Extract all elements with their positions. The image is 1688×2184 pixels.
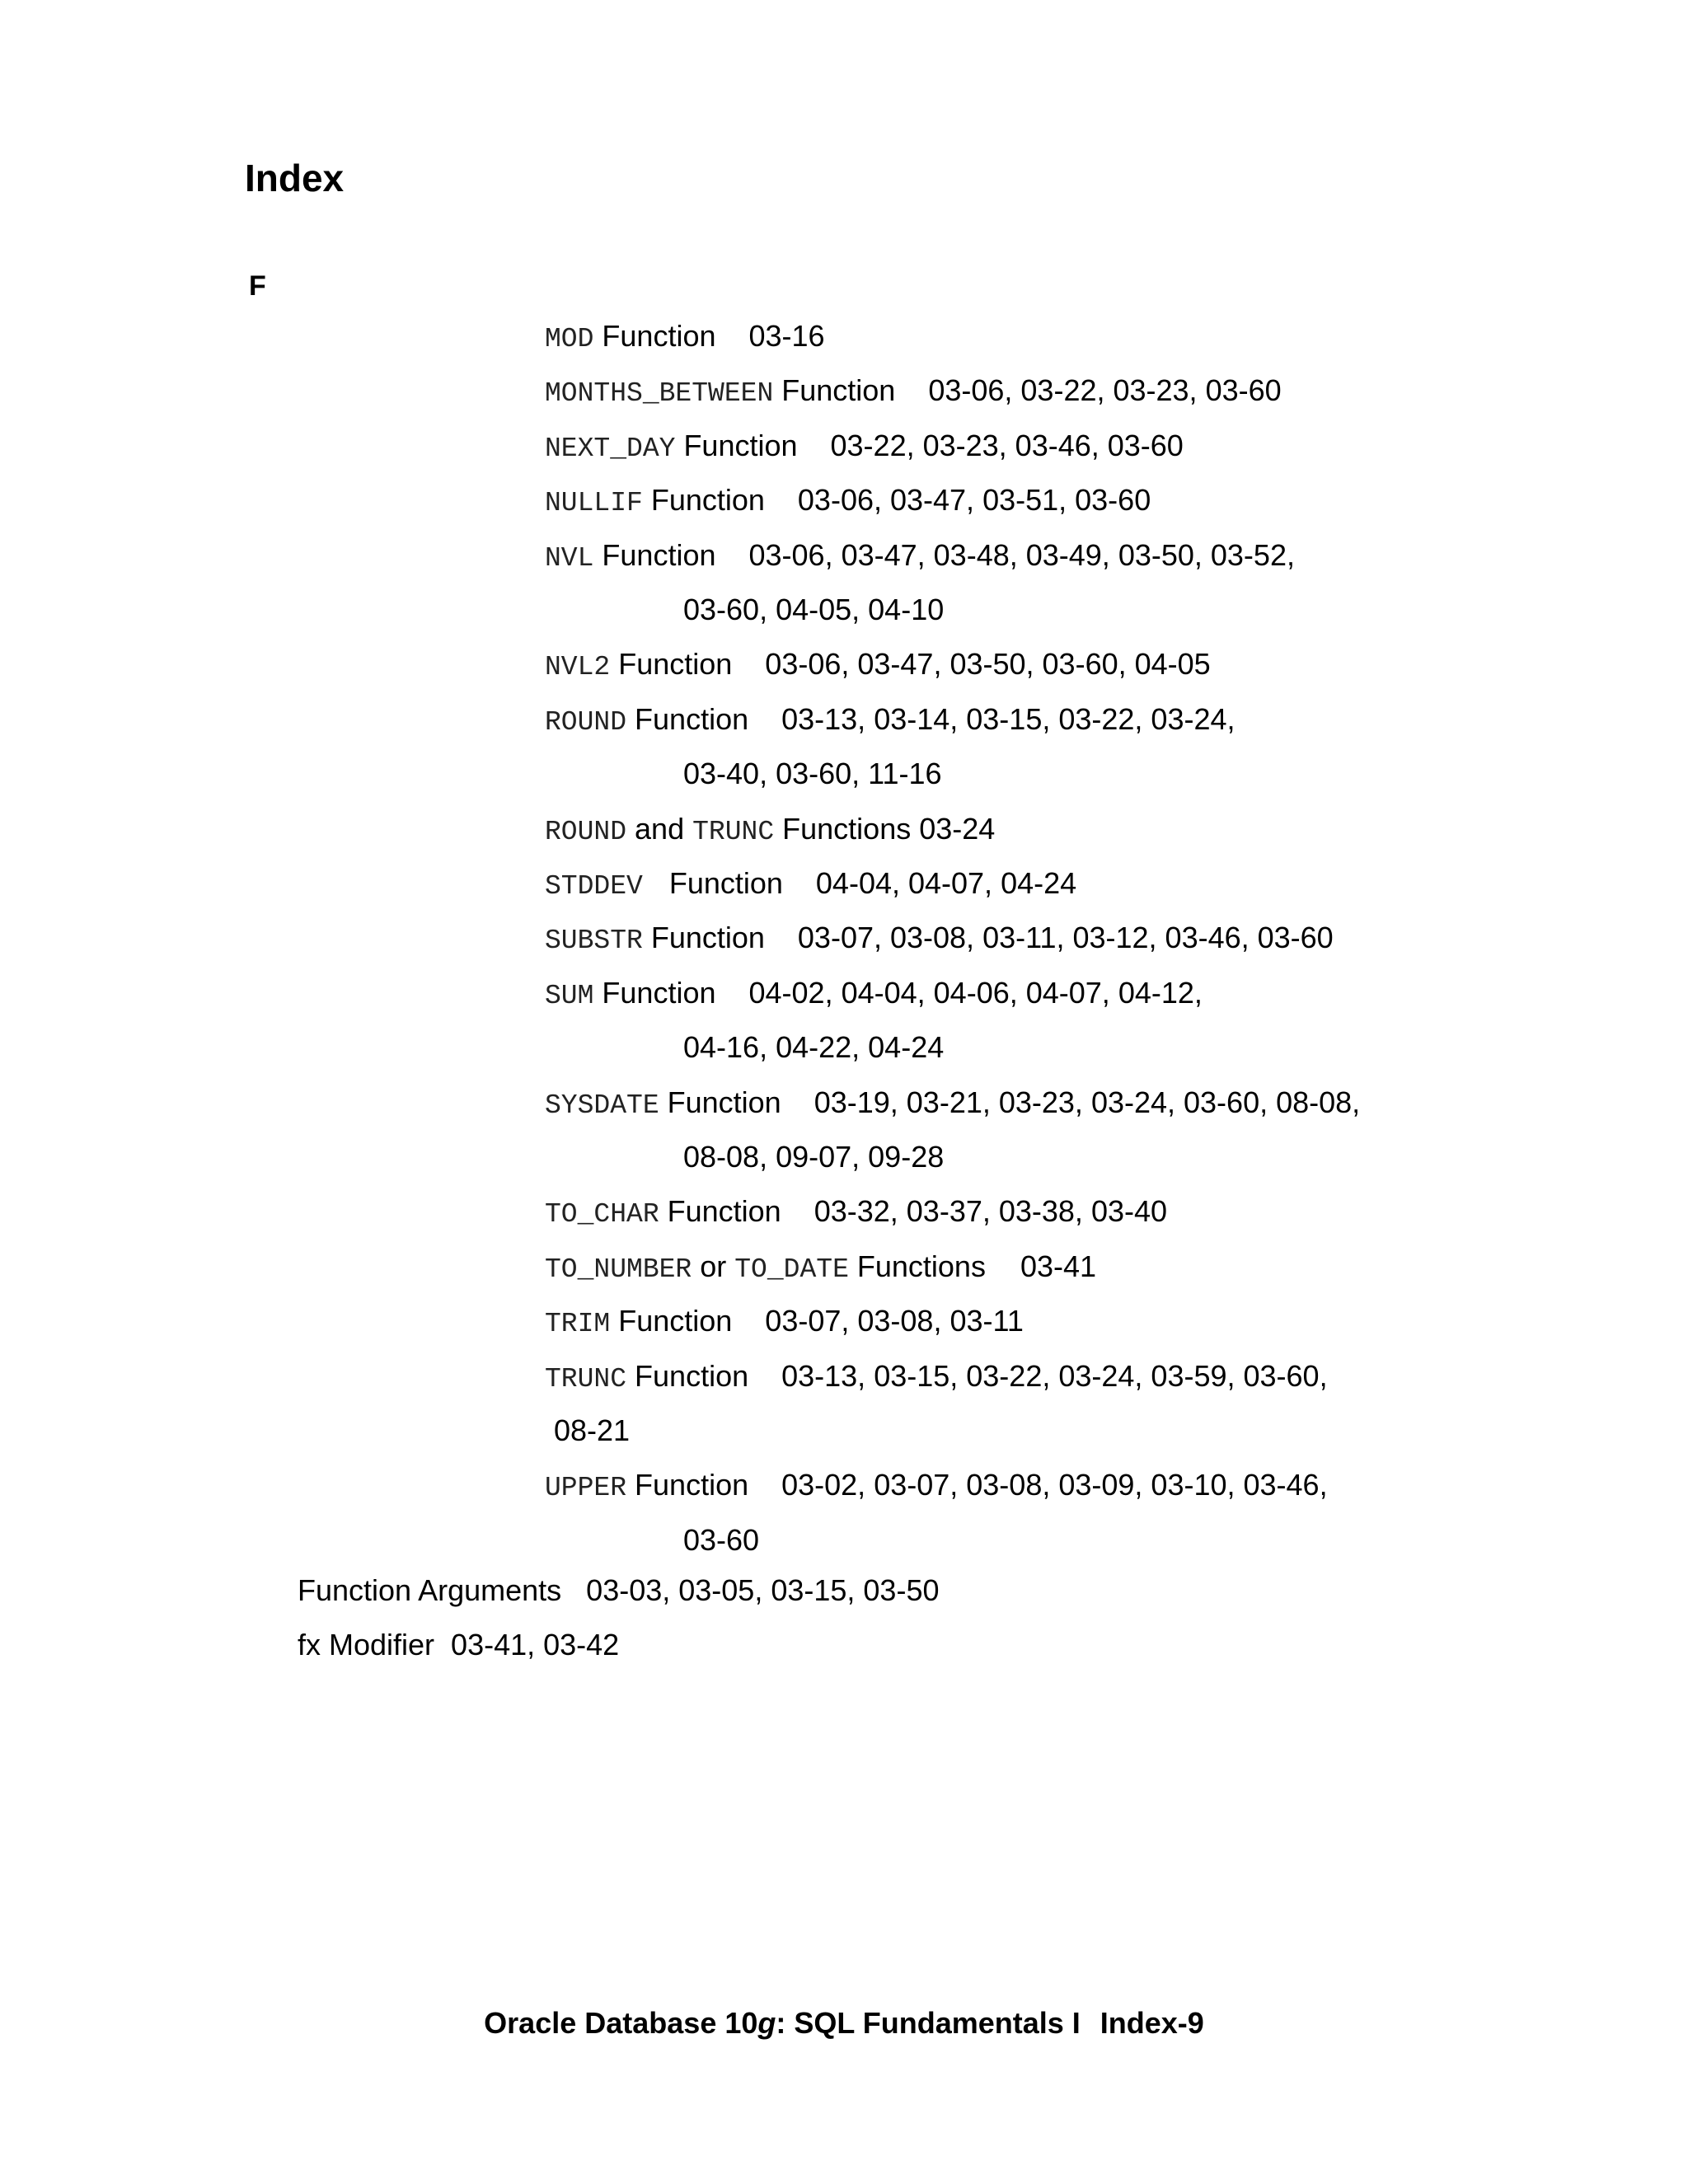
entry-label: Function xyxy=(618,647,733,681)
index-entry xyxy=(545,1306,1024,1338)
entry-code: TO_CHAR xyxy=(545,1199,659,1230)
sub-entry-label: fx Modifier xyxy=(298,1628,435,1661)
entry-code: NULLIF xyxy=(545,488,643,518)
index-entry xyxy=(545,978,1203,1010)
entry-label: Function xyxy=(618,1304,733,1338)
entry-continuation: 04-16, 04-22, 04-24 xyxy=(683,1030,945,1064)
entry-code: SYSDATE xyxy=(545,1090,659,1121)
footer-italic: g xyxy=(757,2006,776,2040)
entry-code: SUM xyxy=(545,981,594,1011)
entry-label: Function xyxy=(668,866,783,900)
entry-connector: or xyxy=(700,1249,727,1283)
entry-code-2: TO_DATE xyxy=(734,1254,849,1285)
index-entry xyxy=(545,1194,1168,1230)
entry-label: Function xyxy=(602,319,716,353)
sub-entry-label: Function Arguments xyxy=(298,1573,562,1607)
entry-pages: 03-06, 03-22, 03-23, 03-60 xyxy=(928,373,1282,407)
entry-pages: 03-07, 03-08, 03-11 xyxy=(765,1304,1024,1338)
entry-label: Function xyxy=(667,1085,781,1119)
entry-pages: 03-32, 03-37, 03-38, 03-40 xyxy=(814,1194,1168,1228)
entry-continuation: 08-08, 09-07, 09-28 xyxy=(683,1140,945,1174)
entry-pages: 03-06, 03-47, 03-51, 03-60 xyxy=(797,483,1151,517)
entry-pages: 03-22, 03-23, 03-46, 03-60 xyxy=(830,429,1184,462)
entry-label: Function xyxy=(635,1359,749,1393)
entry-code: MOD xyxy=(545,324,594,354)
index-entry xyxy=(545,321,825,353)
sub-entry xyxy=(298,1573,940,1607)
entry-continuation: 03-40, 03-60, 11-16 xyxy=(683,757,942,790)
entry-label: Functions xyxy=(782,812,912,846)
entry-code: ROUND xyxy=(545,817,627,847)
entry-label: Function xyxy=(667,1194,781,1228)
entry-code: TO_NUMBER xyxy=(545,1254,692,1285)
entry-pages: 04-02, 04-04, 04-06, 04-07, 04-12, xyxy=(748,976,1203,1010)
footer-suffix: : SQL Fundamentals I xyxy=(776,2006,1081,2040)
entry-label: Functions xyxy=(856,1249,986,1283)
section-letter: F xyxy=(249,270,266,302)
footer-prefix: Oracle Database 10 xyxy=(484,2006,758,2040)
entry-pages: 03-02, 03-07, 03-08, 03-09, 03-10, 03-46, xyxy=(781,1468,1328,1502)
index-entry xyxy=(545,866,1077,902)
index-entry xyxy=(545,1085,1361,1121)
entry-code: TRUNC xyxy=(545,1364,627,1394)
entry-continuation: 08-21 xyxy=(554,1413,631,1447)
entry-pages: 04-04, 04-07, 04-24 xyxy=(815,866,1077,900)
index-entry xyxy=(545,373,1282,409)
entry-code: SUBSTR xyxy=(545,926,643,956)
sub-entry-pages: 03-03, 03-05, 03-15, 03-50 xyxy=(586,1573,940,1607)
entry-label: Function xyxy=(650,483,765,517)
entry-code: MONTHS_BETWEEN xyxy=(545,378,774,409)
index-entry xyxy=(545,431,1184,462)
footer-page-number: Index-9 xyxy=(1100,2006,1204,2040)
index-entry xyxy=(545,1470,1328,1502)
sub-entry xyxy=(298,1630,619,1660)
entry-code-2: TRUNC xyxy=(692,817,775,847)
page-title: Index xyxy=(245,157,345,199)
entry-pages: 03-06, 03-47, 03-50, 03-60, 04-05 xyxy=(765,647,1211,681)
entry-pages: 03-24 xyxy=(919,812,996,846)
entry-pages: 03-16 xyxy=(748,319,825,353)
sub-entry-pages: 03-41, 03-42 xyxy=(451,1628,620,1661)
index-entry xyxy=(545,814,995,846)
page-footer xyxy=(0,2008,1688,2038)
entry-pages: 03-13, 03-15, 03-22, 03-24, 03-59, 03-60, xyxy=(781,1359,1328,1393)
entry-continuation: 03-60 xyxy=(683,1523,760,1557)
entry-code: NEXT_DAY xyxy=(545,434,676,464)
entry-pages: 03-07, 03-08, 03-11, 03-12, 03-46, 03-60 xyxy=(797,921,1334,954)
entry-connector: and xyxy=(635,812,685,846)
entry-code: TRIM xyxy=(545,1309,611,1339)
entry-pages: 03-13, 03-14, 03-15, 03-22, 03-24, xyxy=(781,702,1236,736)
index-entry xyxy=(545,923,1334,954)
index-entry xyxy=(545,538,1295,574)
entry-label: Function xyxy=(635,1468,749,1502)
index-entry xyxy=(545,702,1236,738)
entry-label: Function xyxy=(650,921,765,954)
entry-label: Function xyxy=(781,373,896,407)
entry-label: Function xyxy=(602,538,716,572)
index-entry xyxy=(545,649,1211,681)
entry-pages: 03-06, 03-47, 03-48, 03-49, 03-50, 03-52, xyxy=(748,538,1295,572)
entry-label: Function xyxy=(602,976,716,1010)
entry-code: ROUND xyxy=(545,707,627,738)
entry-code: STDDEV xyxy=(545,871,643,902)
index-entry xyxy=(545,1249,1097,1285)
entry-label: Function xyxy=(635,702,749,736)
entry-code: NVL2 xyxy=(545,652,611,682)
entry-pages: 03-19, 03-21, 03-23, 03-24, 03-60, 08-08, xyxy=(814,1085,1361,1119)
index-entry xyxy=(545,485,1151,517)
entry-pages: 03-41 xyxy=(1020,1249,1097,1283)
entry-code: NVL xyxy=(545,543,594,574)
index-entry xyxy=(545,1361,1328,1393)
entry-label: Function xyxy=(683,429,798,462)
entry-code: UPPER xyxy=(545,1473,627,1503)
entry-continuation: 03-60, 04-05, 04-10 xyxy=(683,593,945,626)
